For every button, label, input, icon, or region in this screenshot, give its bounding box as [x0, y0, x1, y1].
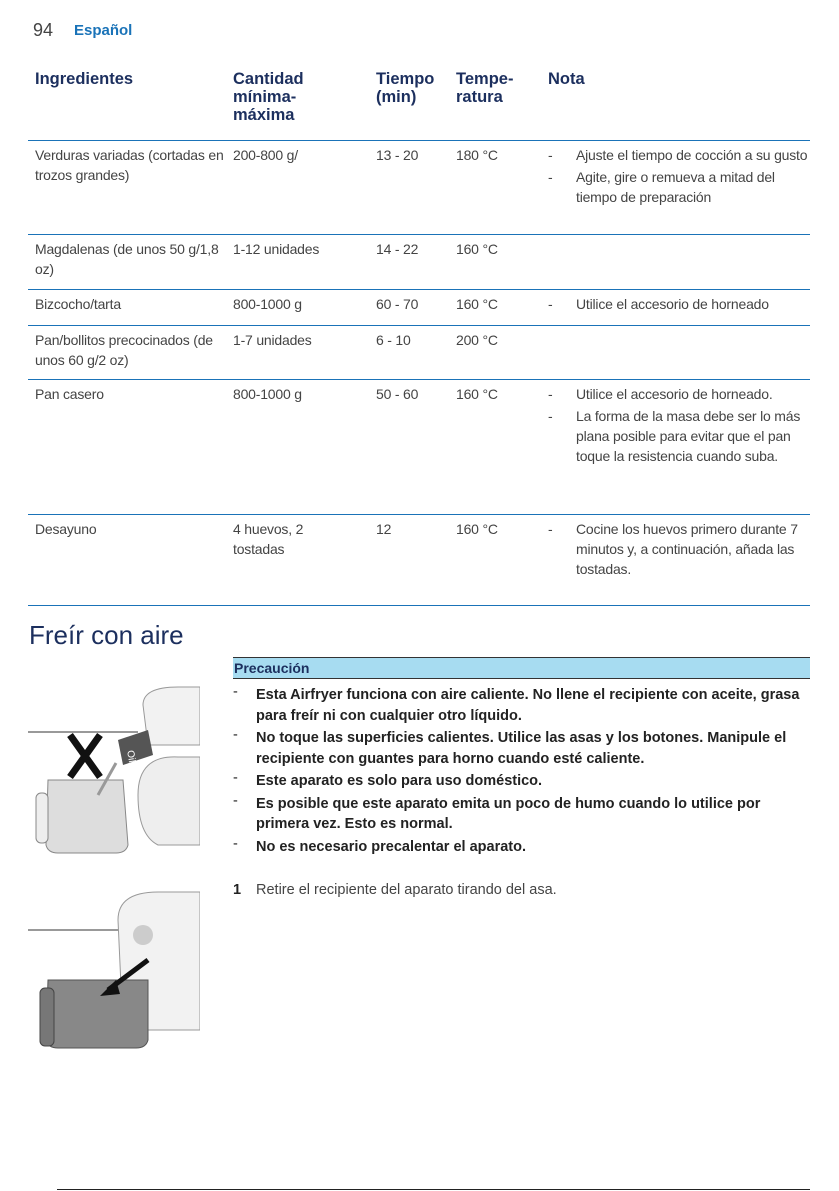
bullet-dash: - — [548, 169, 553, 185]
bullet-dash: - — [233, 835, 238, 852]
table-row — [28, 141, 810, 235]
caution-text: Este aparato es solo para uso doméstico. — [256, 773, 543, 789]
column-header-temperature: Tempe-ratura — [456, 68, 548, 141]
oil-bottle-label: Oil — [124, 749, 138, 764]
step-text: Retire el recipiente del aparato tirando del asa. — [256, 882, 557, 898]
time-cell: 13 - 20 — [376, 141, 456, 235]
quantity-cell: 200-800 g/ — [233, 141, 376, 235]
cooking-table — [28, 68, 810, 606]
language-label: Español — [74, 22, 133, 39]
bullet-dash: - — [233, 792, 238, 809]
note-text: Utilice el accesorio de horneado. — [576, 386, 773, 402]
time-cell: 6 - 10 — [376, 326, 456, 380]
caution-item — [233, 685, 810, 726]
airfryer-no-oil-illustration — [28, 685, 200, 855]
table-row — [28, 235, 810, 290]
bullet-dash: - — [548, 386, 553, 402]
bullet-dash: - — [548, 147, 553, 163]
airfryer-remove-basket-illustration — [28, 890, 200, 1060]
table-row — [28, 380, 810, 515]
ingredient-cell: Bizcocho/tarta — [28, 290, 233, 326]
bullet-dash: - — [233, 727, 238, 743]
caution-text: Es posible que este aparato emita un poco de humo cuando lo utilice por primera vez. Esto es normal. — [256, 795, 761, 832]
note-cell — [548, 235, 810, 290]
bullet-dash: - — [548, 521, 553, 537]
note-cell — [548, 326, 810, 380]
caution-text: No es necesario precalentar el aparato. — [256, 838, 526, 855]
step-number: 1 — [233, 882, 242, 898]
caution-item — [233, 771, 810, 792]
caution-item — [233, 837, 810, 858]
note-text: La forma de la masa debe ser lo más plana posible para evitar que el pan toque la resistencia cuando suba. — [576, 408, 801, 464]
ingredient-cell: Verduras variadas (cortadas en trozos grandes) — [28, 141, 233, 235]
quantity-cell: 800-1000 g — [233, 290, 376, 326]
caution-list — [233, 685, 810, 857]
note-text: Utilice el accesorio de horneado — [576, 296, 769, 312]
note-item — [548, 384, 810, 404]
caution-label: Precaución — [233, 657, 810, 679]
note-text: Ajuste el tiempo de cocción a su gusto — [576, 147, 808, 163]
note-cell — [548, 515, 810, 606]
quantity-cell: 800-1000 g — [233, 380, 376, 515]
time-cell: 60 - 70 — [376, 290, 456, 326]
caution-text: No toque las superficies calientes. Utilice las asas y los botones. Manipule el recipiente con guantes para horno cuando esté caliente. — [256, 730, 787, 767]
temperature-cell: 160 °C — [456, 290, 548, 326]
quantity-cell: 1-7 unidades — [233, 326, 376, 380]
ingredient-cell: Magdalenas (de unos 50 g/1,8 oz) — [28, 235, 233, 290]
ingredient-cell: Pan casero — [28, 380, 233, 515]
temperature-cell: 160 °C — [456, 235, 548, 290]
time-cell: 14 - 22 — [376, 235, 456, 290]
section-title: Freír con aire — [29, 620, 184, 650]
temperature-cell: 160 °C — [456, 380, 548, 515]
column-header-time: Tiempo (min) — [376, 68, 456, 141]
note-item — [548, 167, 810, 207]
table-row — [28, 290, 810, 326]
bullet-dash: - — [548, 408, 553, 424]
bullet-dash: - — [233, 770, 238, 786]
step-1 — [233, 882, 557, 898]
note-item — [548, 294, 810, 314]
caution-box — [233, 657, 810, 859]
quantity-cell: 4 huevos, 2 tostadas — [233, 515, 376, 606]
caution-item — [233, 794, 810, 835]
prohibited-x-icon — [70, 735, 100, 777]
table-row — [28, 326, 810, 380]
time-cell: 50 - 60 — [376, 380, 456, 515]
bullet-dash: - — [233, 684, 238, 700]
temperature-cell: 160 °C — [456, 515, 548, 606]
note-text: Cocine los huevos primero durante 7 minutos y, a continuación, añada las tostadas. — [576, 521, 798, 577]
column-header-note: Nota — [548, 68, 810, 141]
column-header-ingredients: Ingredientes — [28, 68, 233, 141]
page-number: 94 — [33, 20, 54, 40]
time-cell: 12 — [376, 515, 456, 606]
note-cell — [548, 290, 810, 326]
ingredient-cell: Pan/bollitos precocinados (de unos 60 g/2 oz) — [28, 326, 233, 380]
note-item — [548, 145, 810, 165]
table-row — [28, 515, 810, 606]
bullet-dash: - — [548, 296, 553, 312]
temperature-cell: 180 °C — [456, 141, 548, 235]
column-header-quantity: Cantidad mínima-máxima — [233, 68, 376, 141]
quantity-cell: 1-12 unidades — [233, 235, 376, 290]
ingredient-cell: Desayuno — [28, 515, 233, 606]
note-item — [548, 519, 810, 579]
caution-item — [233, 728, 810, 769]
note-text: Agite, gire o remueva a mitad del tiempo de preparación — [576, 169, 775, 205]
note-cell — [548, 141, 810, 235]
footer-divider — [57, 1189, 810, 1190]
note-item — [548, 406, 810, 466]
note-cell — [548, 380, 810, 515]
caution-text: Esta Airfryer funciona con aire caliente. No llene el recipiente con aceite, grasa para freír ni con cualquier otro líquido. — [256, 687, 800, 724]
temperature-cell: 200 °C — [456, 326, 548, 380]
